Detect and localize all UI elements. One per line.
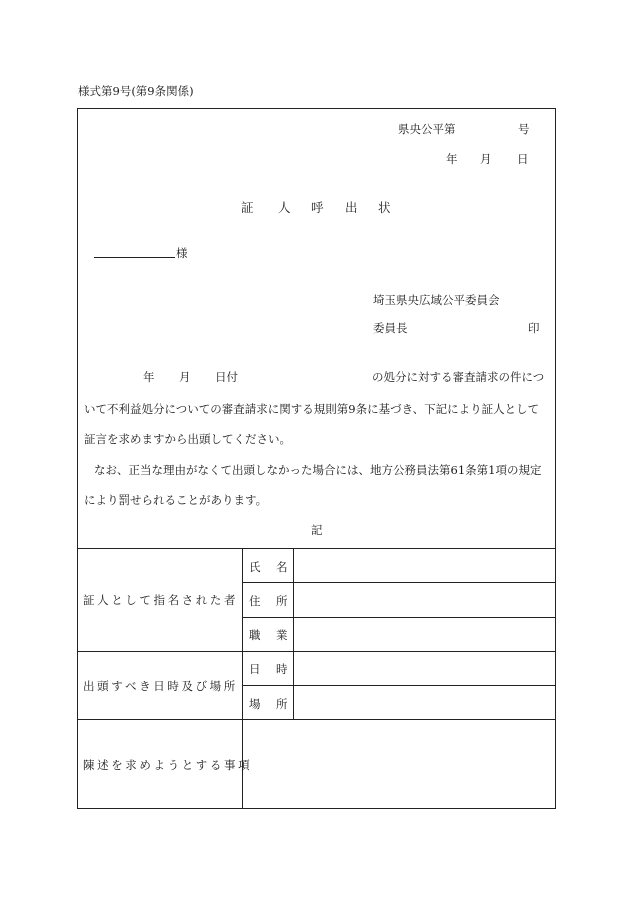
name-label-2: 名: [276, 560, 288, 574]
place-label-2: 所: [276, 697, 288, 711]
table-col-line-2: [293, 548, 294, 719]
issuer-role: 委員長: [373, 321, 408, 335]
section-witness-label: 証人として指名された者: [83, 593, 239, 607]
table-section-line-2: [77, 719, 556, 720]
body-line-3: 証言を求めますから出頭してください。: [84, 432, 291, 446]
table-row-line-1: [242, 582, 556, 583]
title-char-4: 出: [345, 200, 358, 215]
ki-mark: 記: [311, 523, 323, 537]
addressee-underline: [94, 257, 175, 258]
seal-mark: 印: [528, 321, 540, 335]
issuer-organization: 埼玉県央広域公平委員会: [373, 293, 500, 307]
title-char-5: 状: [378, 200, 391, 215]
body-date-month: 月: [179, 370, 191, 384]
date-year: 年: [446, 152, 458, 166]
title-char-1: 証: [241, 200, 254, 215]
doc-number-prefix: 県央公平第: [398, 122, 456, 136]
doc-number-suffix: 号: [518, 122, 530, 136]
address-label-1: 住: [249, 594, 261, 608]
table-top-line: [77, 548, 556, 549]
datetime-label-1: 日: [249, 662, 261, 676]
section-testimony-label: 陳述を求めようとする事項: [83, 758, 253, 772]
body-date-year: 年: [143, 370, 155, 384]
table-row-line-2: [242, 617, 556, 618]
name-label-1: 氏: [249, 560, 261, 574]
body-line-1: の処分に対する審査請求の件につ: [372, 370, 545, 384]
body-line-5: により罰せられることがあります。: [84, 493, 268, 507]
addressee-suffix: 様: [176, 246, 188, 260]
occupation-label-2: 業: [276, 628, 288, 642]
date-month: 月: [480, 152, 492, 166]
title-char-3: 呼: [311, 200, 324, 215]
address-label-2: 所: [276, 594, 288, 608]
body-date-day: 日付: [215, 370, 238, 384]
table-row-line-3: [242, 685, 556, 686]
datetime-label-2: 時: [276, 662, 288, 676]
form-number-label: 様式第9号(第9条関係): [78, 84, 194, 98]
place-label-1: 場: [249, 697, 261, 711]
section-appearance-label: 出頭すべき日時及び場所: [83, 679, 238, 693]
body-line-2: いて不利益処分についての審査請求に関する規則第9条に基づき、下記により証人として: [84, 402, 540, 416]
occupation-label-1: 職: [249, 628, 261, 642]
date-day: 日: [517, 152, 529, 166]
title-char-2: 人: [278, 200, 291, 215]
table-section-line-1: [77, 651, 556, 652]
body-line-4: なお、正当な理由がなくて出頭しなかった場合には、地方公務員法第61条第1項の規定: [94, 463, 542, 477]
